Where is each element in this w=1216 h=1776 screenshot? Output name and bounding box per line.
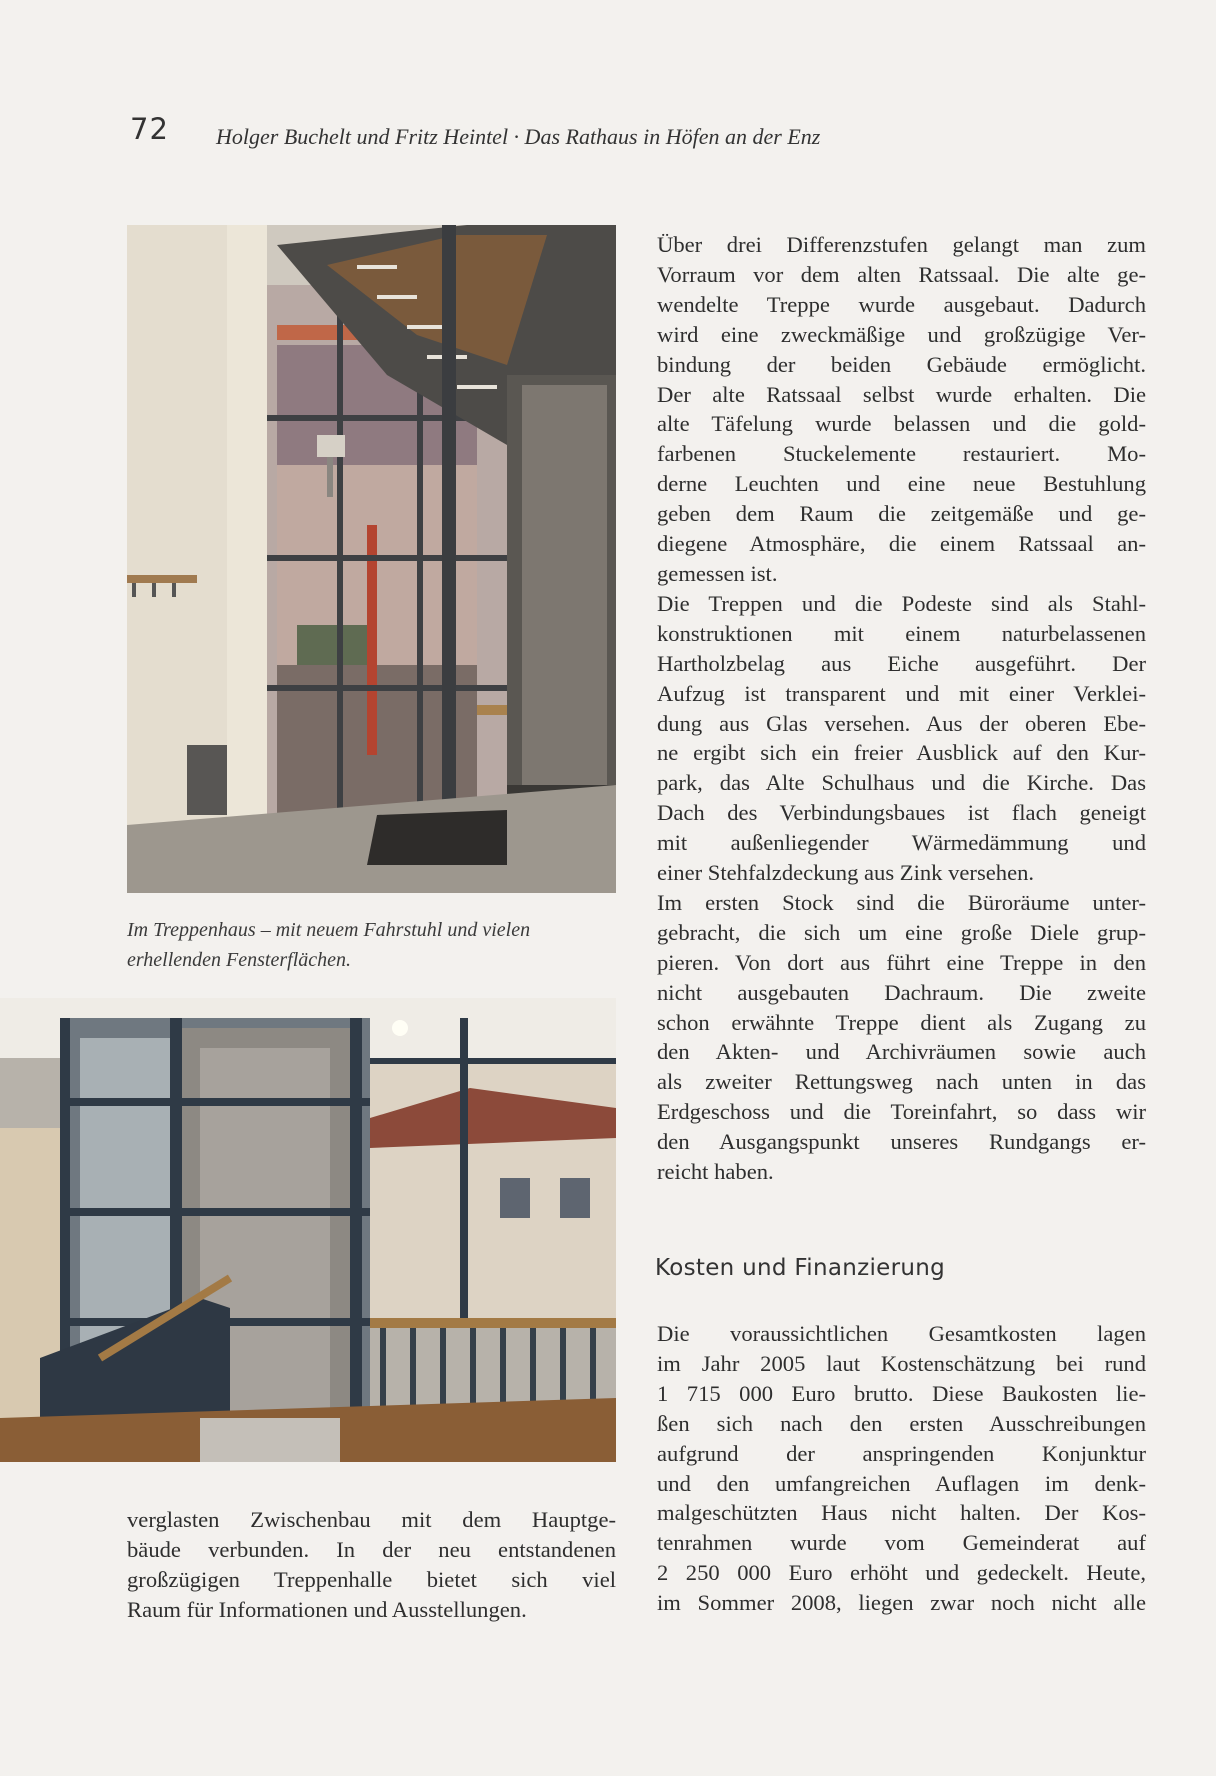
text-line: malgeschützten Haus nicht halten. Der Kos- [657, 1500, 1146, 1526]
text-column-costs [657, 1319, 1146, 1618]
text-line: reicht haben. [657, 1159, 774, 1185]
text-line: nicht ausgebauten Dachraum. Die zweite [657, 979, 1146, 1005]
section-heading: Kosten und Finanzierung [655, 1255, 946, 1281]
text-column-left [127, 1505, 616, 1625]
text-line: aufgrund der anspringenden Konjunktur [657, 1440, 1146, 1466]
text-line: 1 715 000 Euro brutto. Diese Baukosten lie- [657, 1380, 1146, 1406]
text-column-right [657, 230, 1146, 1187]
text-line: konstruktionen mit einem naturbelassenen [657, 620, 1146, 646]
text-line: gebracht, die sich um eine große Diele grup- [657, 919, 1146, 945]
text-line: dung aus Glas versehen. Aus der oberen Ebe- [657, 710, 1146, 736]
text-line: diegene Atmosphäre, die einem Ratssaal an- [657, 531, 1146, 557]
text-line: im Jahr 2005 laut Kostenschätzung bei rund [657, 1350, 1146, 1376]
text-line: Aufzug ist transparent und mit einer Verklei- [657, 680, 1146, 706]
text-line: mit außenliegender Wärmedämmung und [657, 830, 1146, 856]
text-line: den Akten- und Archivräumen sowie auch [657, 1039, 1146, 1065]
text-line: als zweiter Rettungsweg nach unten in das [657, 1069, 1146, 1095]
photo-elevator-hall [0, 998, 616, 1462]
text-line: bindung der beiden Gebäude ermöglicht. [657, 351, 1146, 377]
text-line: Dach des Verbindungsbaues ist flach geneigt [657, 800, 1146, 826]
text-line: im Sommer 2008, liegen zwar noch nicht alle [657, 1590, 1146, 1616]
text-line: Erdgeschoss und die Toreinfahrt, so dass wir [657, 1099, 1146, 1125]
text-line: wendelte Treppe wurde ausgebaut. Dadurch [657, 291, 1146, 317]
text-line: pieren. Von dort aus führt eine Treppe in den [657, 949, 1146, 975]
caption-line: erhellenden Fensterflächen. [127, 949, 352, 971]
text-line: Raum für Informationen und Ausstellungen. [127, 1596, 527, 1622]
text-line: geben dem Raum die zeitgemäße und ge- [657, 501, 1146, 527]
text-line: gemessen ist. [657, 560, 778, 586]
text-line: und den umfangreichen Auflagen im denk- [657, 1470, 1146, 1496]
page-number: 72 [130, 112, 169, 146]
text-line: Der alte Ratssaal selbst wurde erhalten. Die [657, 381, 1146, 407]
text-line: verglasten Zwischenbau mit dem Hauptge- [127, 1507, 616, 1532]
photo-stairwell [127, 225, 616, 893]
text-line: tenrahmen wurde vom Gemeinderat auf [657, 1530, 1146, 1556]
text-line: schon erwähnte Treppe dient als Zugang zu [657, 1009, 1146, 1035]
text-line: den Ausgangspunkt unseres Rundgangs er- [657, 1129, 1146, 1155]
text-line: bäude verbunden. In der neu entstandenen [127, 1536, 616, 1562]
caption-line: Im Treppenhaus – mit neuem Fahrstuhl und vielen [127, 919, 531, 941]
text-line: Die voraussichtlichen Gesamtkosten lagen [657, 1321, 1146, 1346]
photo-elevator-hall-image [0, 998, 616, 1462]
text-line: 2 250 000 Euro erhöht und gedeckelt. Heute, [657, 1560, 1146, 1586]
text-line: Die Treppen und die Podeste sind als Stahl- [657, 590, 1146, 616]
text-line: Hartholzbelag aus Eiche ausgeführt. Der [657, 650, 1146, 676]
text-line: farbenen Stuckelemente restauriert. Mo- [657, 441, 1146, 467]
text-line: Im ersten Stock sind die Büroräume unter- [657, 889, 1146, 915]
text-line: alte Täfelung wurde belassen und die gold- [657, 411, 1146, 437]
text-line: großzügigen Treppenhalle bietet sich viel [127, 1566, 616, 1592]
text-line: Über drei Differenzstufen gelangt man zum [657, 232, 1146, 257]
page-header [0, 0, 1216, 200]
text-line: einer Stehfalzdeckung aus Zink versehen. [657, 860, 1035, 886]
photo-stairwell-image [127, 225, 616, 893]
text-line: Vorraum vor dem alten Ratssaal. Die alte ge- [657, 261, 1146, 287]
text-line: wird eine zweckmäßige und großzügige Ver- [657, 321, 1146, 347]
text-line: ßen sich nach den ersten Ausschreibungen [657, 1410, 1146, 1436]
text-line: derne Leuchten und eine neue Bestuhlung [657, 471, 1146, 497]
figure-caption [127, 915, 627, 975]
text-line: ne ergibt sich ein freier Ausblick auf den Kur- [657, 740, 1146, 766]
text-line: park, das Alte Schulhaus und die Kirche. Das [657, 770, 1146, 796]
running-title: Holger Buchelt und Fritz Heintel · Das Rathaus in Höfen an der Enz [216, 124, 821, 149]
